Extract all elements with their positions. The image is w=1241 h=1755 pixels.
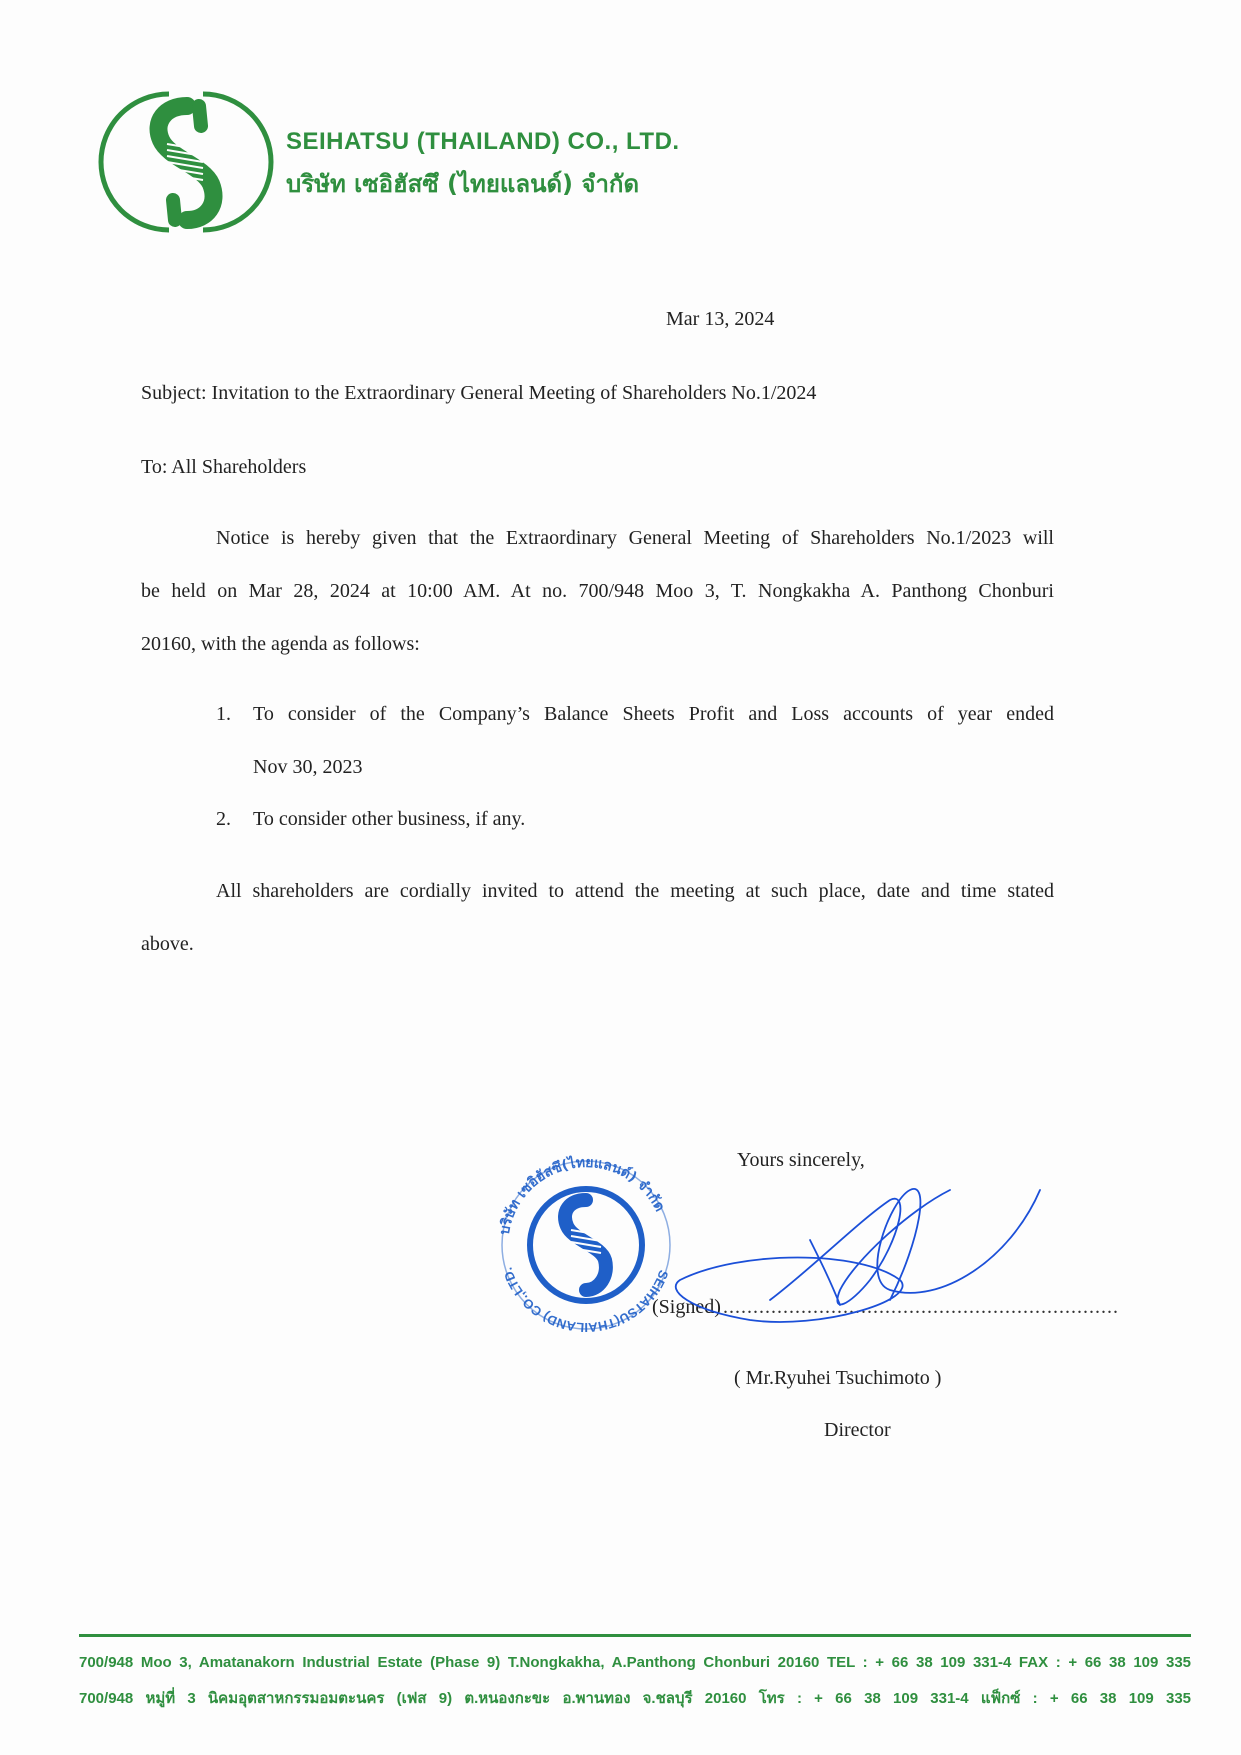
letter-date: Mar 13, 2024 xyxy=(666,308,775,330)
company-name-en: SEIHATSU (THAILAND) CO., LTD. xyxy=(286,128,680,155)
notice-paragraph-line-2: be held on Mar 28, 2024 at 10:00 AM. At no. 700/948 Moo 3, T. Nongkakha A. Panthong Chonburi xyxy=(141,580,1054,602)
notice-paragraph-line-3: 20160, with the agenda as follows: xyxy=(141,633,420,655)
footer-address-th: 700/948 หมู่ที่ 3 นิคมอุตสาหกรรมอมตะนคร (เฟส 9) ต.หนองกะขะ อ.พานทอง จ.ชลบุรี 20160 โทร : + 66 38 109 331-4 แฟ็กซ์ : + 66 38 109 335 xyxy=(79,1690,1191,1707)
signature-line: .................................................................. xyxy=(723,1296,1119,1318)
signatory-name: ( Mr.Ryuhei Tsuchimoto ) xyxy=(734,1367,942,1389)
handwritten-signature xyxy=(660,1180,1119,1355)
footer-divider xyxy=(79,1634,1191,1637)
svg-text:บริษัท เซอิฮัสซึ(ไทยแลนด์) จำก: บริษัท เซอิฮัสซึ(ไทยแลนด์) จำกัด xyxy=(496,1154,668,1236)
agenda-item-1-number: 1. xyxy=(216,703,231,725)
signed-label: (Signed) xyxy=(652,1296,721,1318)
company-name-th: บริษัท เซอิฮัสซึ (ไทยแลนด์) จำกัด xyxy=(286,170,640,198)
footer-address-en: 700/948 Moo 3, Amatanakorn Industrial Estate (Phase 9) T.Nongkakha, A.Panthong Chonburi 20160 TEL : + 66 38 109 331-4 FAX : + 66 38 109 335 xyxy=(79,1654,1191,1671)
letter-recipient: To: All Shareholders xyxy=(141,456,307,478)
signatory-title: Director xyxy=(824,1419,891,1441)
company-logo xyxy=(117,86,255,238)
agenda-item-2-number: 2. xyxy=(216,808,231,830)
svg-text:SEIHATSU(THAILAND) CO.,LTD.: SEIHATSU(THAILAND) CO.,LTD. xyxy=(499,1265,672,1336)
invitation-paragraph-line-1: All shareholders are cordially invited to attend the meeting at such place, date and time stated xyxy=(216,880,1054,902)
agenda-item-1-text: To consider of the Company’s Balance Sheets Profit and Loss accounts of year ended xyxy=(253,703,1054,725)
closing-salutation: Yours sincerely, xyxy=(737,1149,865,1171)
letter-subject: Subject: Invitation to the Extraordinary General Meeting of Shareholders No.1/2024 xyxy=(141,382,817,404)
notice-paragraph-line-1: Notice is hereby given that the Extraordinary General Meeting of Shareholders No.1/2023 will xyxy=(216,527,1054,549)
agenda-item-1-text-continued: Nov 30, 2023 xyxy=(253,756,363,778)
agenda-item-2-text: To consider other business, if any. xyxy=(253,808,526,830)
invitation-paragraph-line-2: above. xyxy=(141,933,194,955)
